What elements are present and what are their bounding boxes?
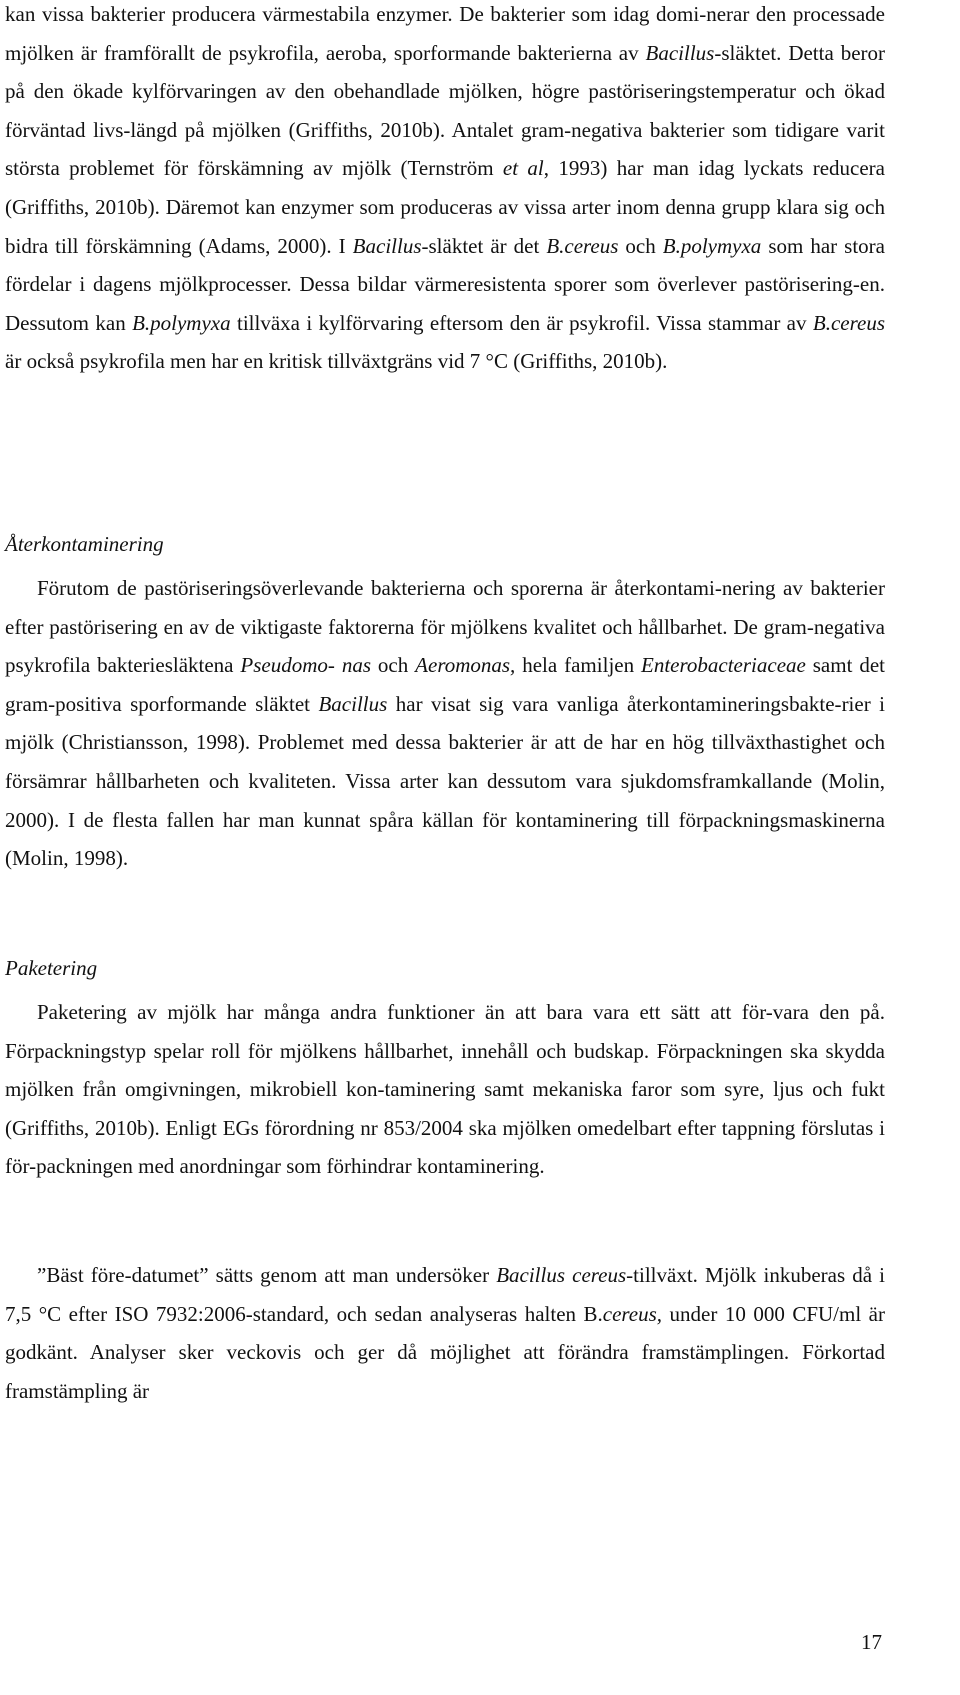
- italic-run: Bacillus: [352, 233, 422, 258]
- italic-run: B.polymyxa: [662, 233, 762, 258]
- text-run: har visat sig vara vanliga återkontamineringsbakte-: [387, 691, 842, 716]
- text-run: nering av bakterier efter pastörisering en av de viktigaste faktorerna för mjölkens kvalitet och hållbarhet. De gram-negativa psykrofila bakteriesläktena: [5, 576, 885, 678]
- text-run: kan vissa bakterier producera värmestabila enzymer. De bakterier som idag domi-: [5, 2, 707, 26]
- text-run: som har stora fördelar i dagens mjölkprocesser. Dessa bildar värmeresistenta sporer som överlever pastörisering-: [5, 233, 885, 297]
- paragraph-bast-fore: [5, 1256, 885, 1410]
- text-run: Förutom de pastöriseringsöverlevande bakterierna och sporerna är återkontami-: [37, 576, 722, 600]
- italic-run: Aeromonas,: [415, 653, 516, 678]
- paragraph-bacteria: [5, 0, 885, 381]
- heading-aterkontaminering: Återkontaminering: [5, 532, 164, 556]
- text-run: vara den på. Förpackningstyp spelar roll för mjölkens hållbarhet, innehåll och budskap. Förpackningen ska skydda mjölken från omgivningen, mikrobiell kon-: [5, 1000, 885, 1102]
- italic-run: cereus,: [602, 1301, 663, 1326]
- text-run: -tillväxt. Mjölk inkuberas då i 7,5 °C efter ISO 7932:2006-standard, och sedan analyseras halten B.: [5, 1263, 886, 1326]
- text-run: hela familjen: [515, 653, 642, 678]
- text-run: Paketering av mjölk har många andra funktioner än att bara vara ett sätt att för-: [37, 1000, 773, 1024]
- text-run: ”Bäst före-datumet” sätts genom att man undersöker: [37, 1263, 497, 1287]
- italic-run: B.cereus: [812, 310, 885, 335]
- text-run: längd på mjölken (Griffiths, 2010b). Antalet gram-negativa bakterier som tidigare varit största problemet för förskämning av mjölk (Ternström: [5, 117, 885, 181]
- text-run: -släktet är det: [421, 233, 547, 258]
- paragraph-paketering: [5, 993, 885, 1186]
- italic-run: Bacillus: [645, 40, 715, 65]
- italic-run: nas: [341, 653, 372, 678]
- italic-run: et al: [502, 156, 544, 181]
- text-run: är också psykrofila men har en kritisk tillväxtgräns vid 7 °C (Griffiths, 2010b).: [5, 349, 668, 374]
- italic-run: Enterobacteriaceae: [641, 653, 806, 678]
- text-run: under 10 000 CFU/ml är godkänt. Analyser sker veckovis och ger då möjlighet att förändra framstämplingen. Förkortad framstämpling är: [5, 1301, 885, 1403]
- paragraph-aterkontaminering: [5, 569, 885, 878]
- text-run: packningen med anordningar som förhindrar kontaminering.: [36, 1154, 545, 1179]
- text-run: samt det gram-positiva sporformande släktet: [5, 653, 885, 716]
- text-run: [335, 653, 342, 677]
- text-run: nerar den processade mjölken är framförallt de psykrofila, aeroba, sporformande bakterierna av: [5, 2, 885, 65]
- italic-run: Bacillus: [318, 691, 388, 716]
- text-run: , 1993) har man idag lyckats reducera (Griffiths, 2010b). Däremot kan enzymer som produceras av vissa arter inom denna grupp klara sig och bidra till förskämning (Adams, 2000). I: [5, 156, 885, 258]
- page-number: 17: [861, 1630, 882, 1654]
- heading-paketering: Paketering: [5, 956, 98, 980]
- text-run: taminering samt mekaniska faror som syre, ljus och fukt (Griffiths, 2010b). Enligt EGs förordning nr 853/2004 ska mjölken omedelbart efter tappning förslutas i för-: [5, 1077, 885, 1179]
- italic-run: Bacillus cereus: [496, 1263, 627, 1287]
- text-run: -släktet. Detta beror på den ökade kylförvaringen av den obehandlade mjölken, högre pastöriseringstemperatur och ökad förväntad livs-: [5, 40, 886, 142]
- text-run: och: [618, 233, 663, 258]
- italic-run: B.cereus: [546, 233, 619, 258]
- text-run: rier i mjölk (Christiansson, 1998). Problemet med dessa bakterier är att de har en hög tillväxthastighet och försämrar hållbarheten och kvaliteten. Vissa arter kan dessutom vara sjukdomsframkallande (Molin, 2000). I de flesta fallen har man kunnat spåra källan för kontaminering till förpackningsmaskinerna (Molin, 1998).: [5, 691, 885, 871]
- italic-run: B.polymyxa: [132, 310, 231, 335]
- text-run: och: [371, 653, 416, 678]
- text-run: en. Dessutom kan: [5, 272, 885, 335]
- italic-run: Pseudomo-: [240, 653, 335, 678]
- text-run: tillväxa i kylförvaring eftersom den är psykrofil. Vissa stammar av: [230, 310, 813, 335]
